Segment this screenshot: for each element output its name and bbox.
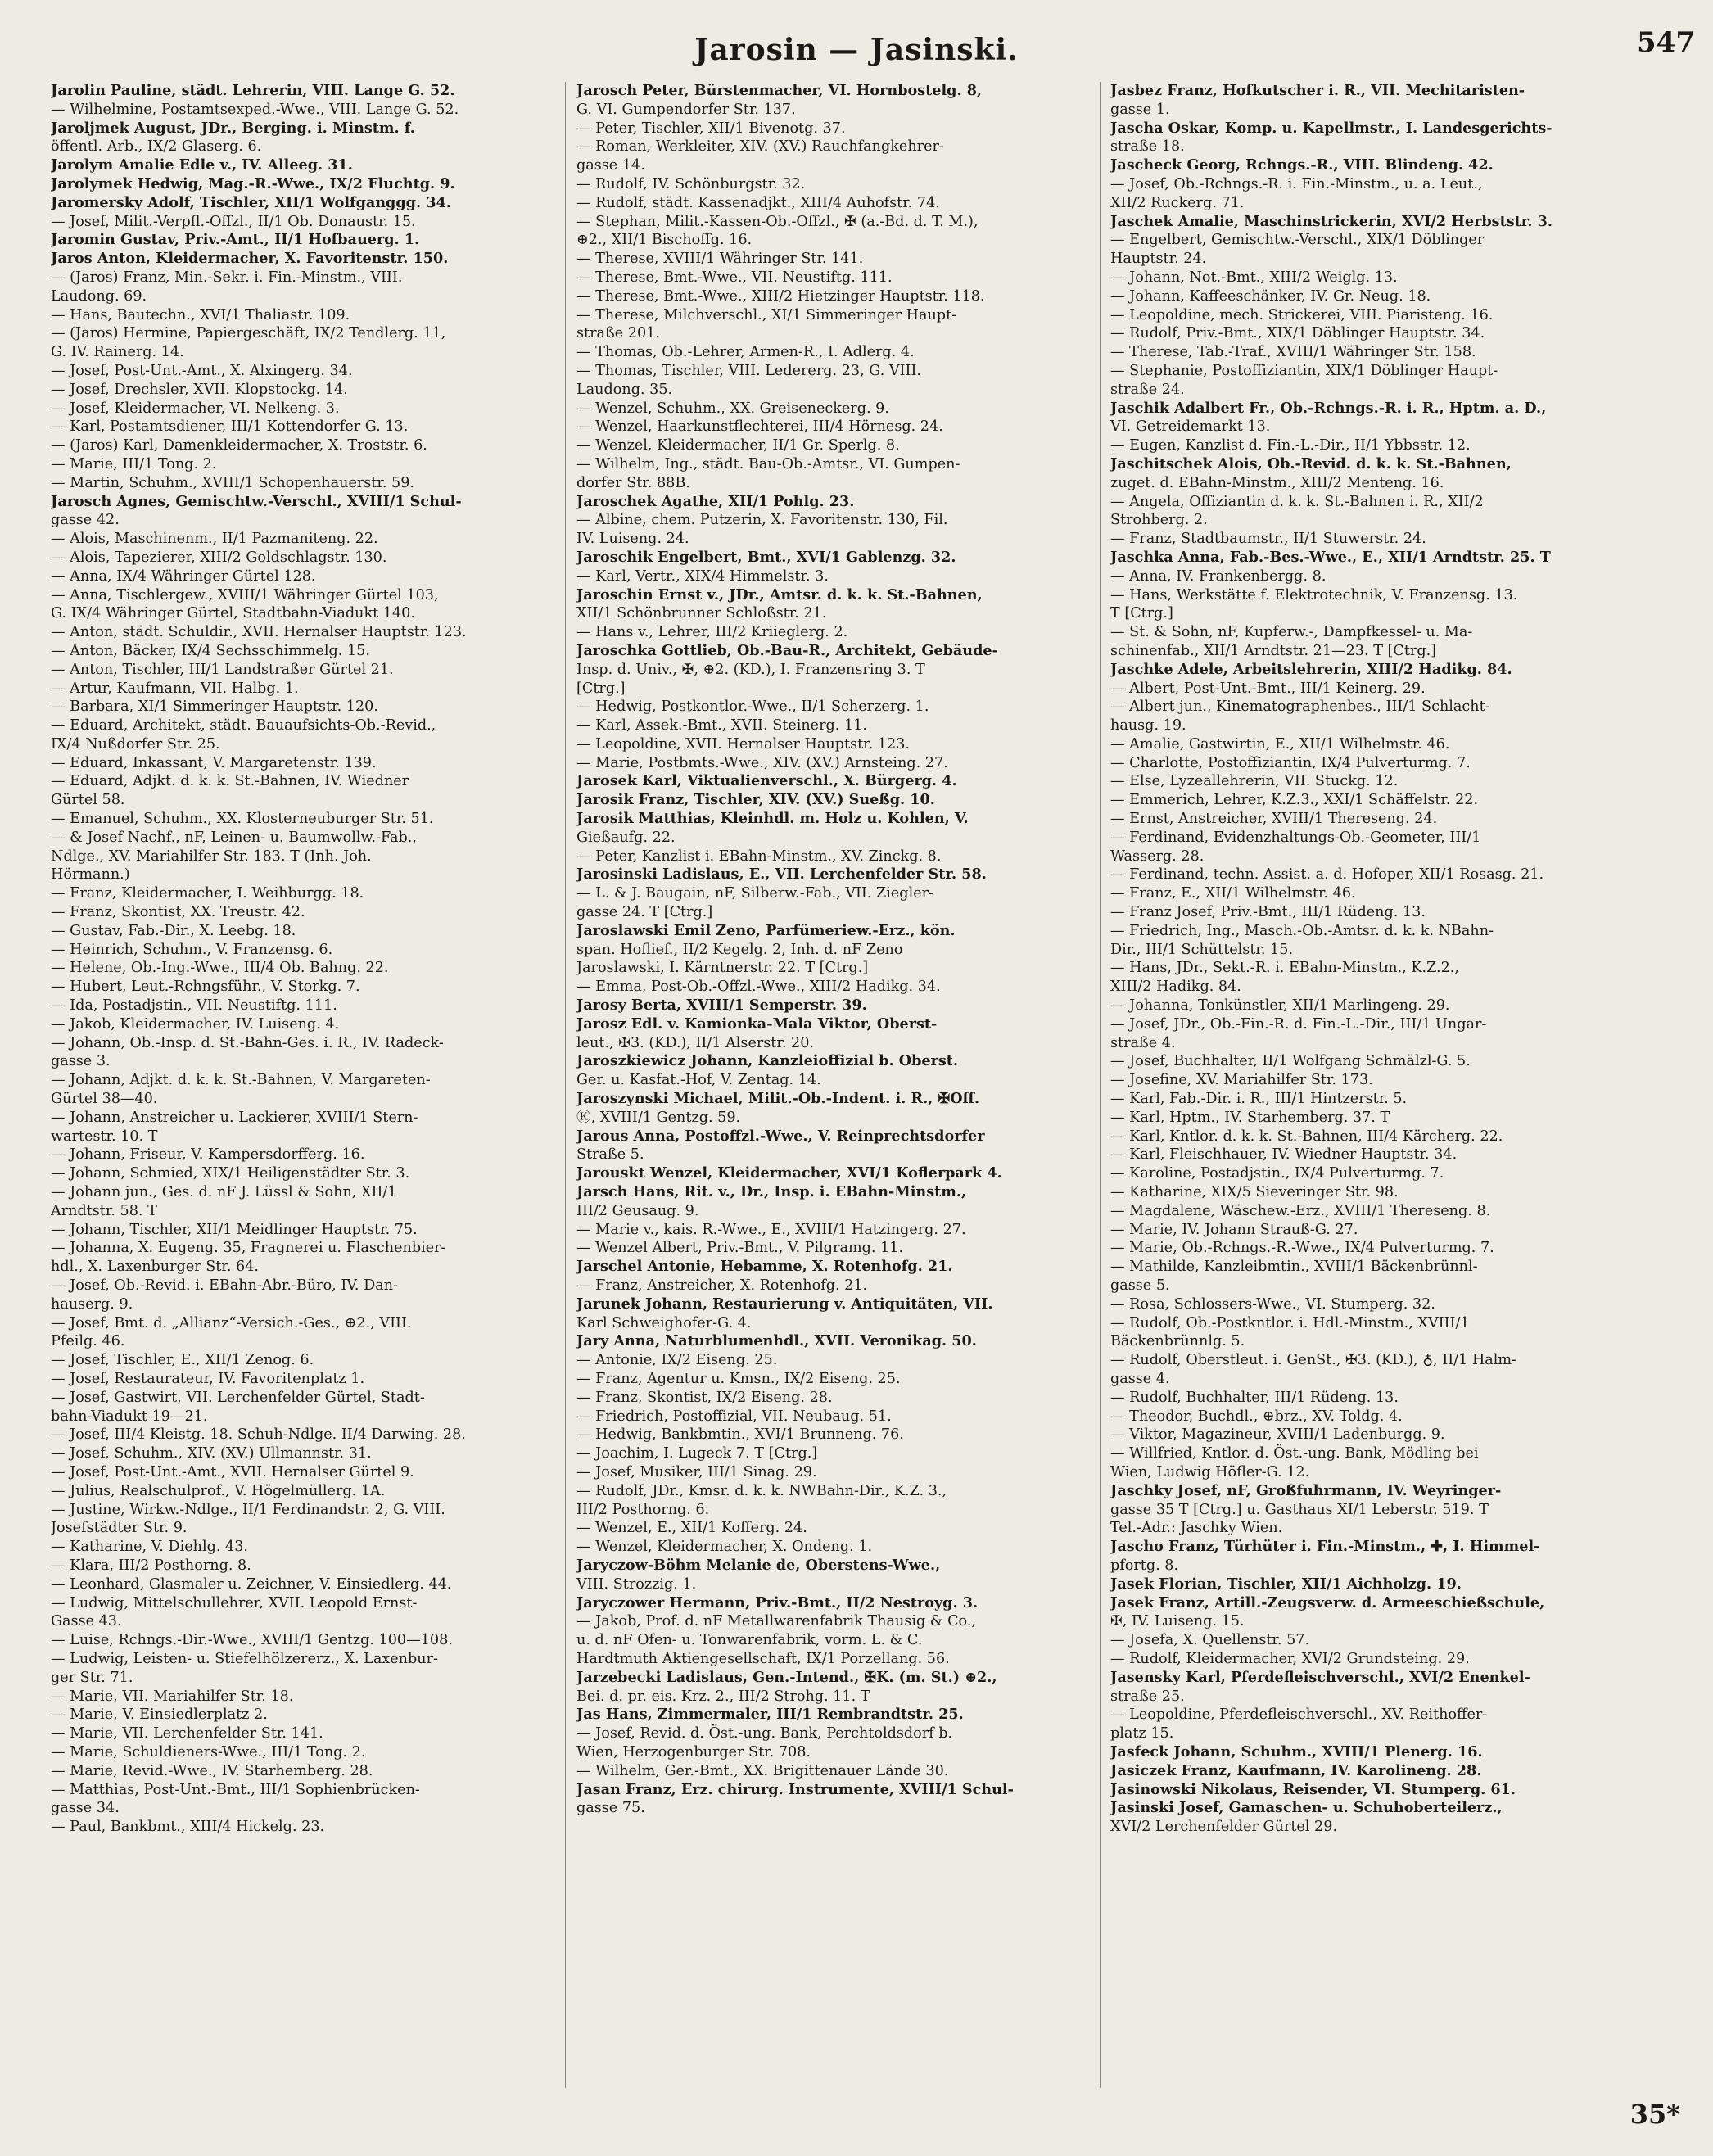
directory-entry-line: — Josef, Gastwirt, VII. Lerchenfelder Gürtel, Stadt-	[51, 1389, 425, 1406]
directory-entry-line: bahn-Viadukt 19—21.	[51, 1408, 208, 1425]
directory-entry-line: — Roman, Werkleiter, XIV. (XV.) Rauchfangkehrer-	[576, 138, 944, 156]
directory-entry-line: — Josef, JDr., Ob.-Fin.-R. d. Fin.-L.-Dir., III/1 Ungar-	[1110, 1015, 1487, 1033]
directory-entry-line: — Josef, Milit.-Verpfl.-Offzl., II/1 Ob. Donaustr. 15.	[51, 213, 416, 230]
directory-entry-line: — Therese, Bmt.-Wwe., VII. Neustiftg. 111.	[576, 269, 893, 286]
directory-entry-line: ✠, IV. Luiseng. 15.	[1110, 1613, 1245, 1630]
directory-entry-line: Gürtel 58.	[51, 792, 125, 809]
directory-entry-line: — Josef, Post-Unt.-Amt., X. Alxingerg. 34.	[51, 362, 353, 379]
directory-entry-line: — Josef, Bmt. d. „Allianz“-Versich.-Ges., ⊕2., VIII.	[51, 1314, 412, 1331]
directory-entry-line: — Karl, Postamtsdiener, III/1 Kottendorfer G. 13.	[51, 418, 409, 436]
directory-entry-head: Jarunek Johann, Restaurierung v. Antiquitäten, VII.	[576, 1295, 993, 1313]
directory-entry-head: Jasek Franz, Artill.-Zeugsverw. d. Armeeschießschule,	[1110, 1593, 1545, 1611]
directory-entry-line: Insp. d. Univ., ✠, ⊕2. (KD.), I. Franzensring 3. T	[576, 661, 925, 678]
directory-entry-head: Jarosinski Ladislaus, E., VII. Lerchenfelder Str. 58.	[576, 866, 987, 884]
directory-entry-line: span. Hoflief., II/2 Kegelg. 2, Inh. d. nF Zeno	[576, 941, 903, 958]
directory-entry-head: Jarzebecki Ladislaus, Gen.-Intend., ✠K. (m. St.) ⊕2.,	[576, 1668, 997, 1686]
directory-entry-line: — Friedrich, Postoffizial, VII. Neubaug. 51.	[576, 1408, 892, 1425]
directory-entry-line: straße 18.	[1110, 138, 1185, 156]
directory-entry-line: — (Jaros) Franz, Min.-Sekr. i. Fin.-Minstm., VIII.	[51, 269, 403, 286]
directory-entry-line: Hardtmuth Aktiengesellschaft, IX/1 Porzellang. 56.	[576, 1650, 950, 1667]
directory-entry-head: Jarosek Karl, Viktualienverschl., X. Bürgerg. 4.	[576, 772, 957, 790]
directory-entry-line: — Josef, Kleidermacher, VI. Nelkeng. 3.	[51, 400, 340, 417]
directory-entry-line: VI. Getreidemarkt 13.	[1110, 418, 1271, 436]
directory-entry-line: — Rudolf, Kleidermacher, XVI/2 Grundsteing. 29.	[1110, 1650, 1470, 1667]
directory-entry-line: — Josef, Drechsler, XVII. Klopstockg. 14.	[51, 381, 348, 398]
directory-entry-line: VIII. Strozzig. 1.	[576, 1575, 697, 1593]
directory-entry-line: — Karl, Fleischhauer, IV. Wiedner Hauptstr. 34.	[1110, 1146, 1458, 1164]
directory-entry-line: — Julius, Realschulprof., V. Högelmüllerg. 1A.	[51, 1482, 386, 1499]
directory-entry-head: Jaroljmek August, JDr., Berging. i. Minstm. f.	[51, 119, 415, 137]
directory-entry-line: — Justine, Wirkw.-Ndlge., II/1 Ferdinandstr. 2, G. VIII.	[51, 1501, 445, 1518]
directory-entry-head: Jasiczek Franz, Kaufmann, IV. Karolineng. 28.	[1110, 1761, 1482, 1779]
directory-entry-line: — Franz, Agentur u. Kmsn., IX/2 Eiseng. 25.	[576, 1370, 901, 1387]
column-divider	[565, 82, 566, 2088]
directory-entry-line: — Heinrich, Schuhm., V. Franzensg. 6.	[51, 941, 333, 958]
directory-entry-line: — Johann, Friseur, V. Kampersdorfferg. 16.	[51, 1146, 365, 1164]
directory-entry-line: — Emma, Post-Ob.-Offzl.-Wwe., XIII/2 Hadikg. 34.	[576, 979, 941, 996]
directory-entry-head: Jaschka Anna, Fab.-Bes.-Wwe., E., XII/1 Arndtstr. 25. T	[1110, 548, 1551, 566]
directory-entry-line: — Josef, Musiker, III/1 Sinag. 29.	[576, 1463, 817, 1480]
directory-entry-line: XII/1 Schönbrunner Schloßstr. 21.	[576, 605, 827, 622]
directory-entry-head: Jaschik Adalbert Fr., Ob.-Rchngs.-R. i. R., Hptm. a. D.,	[1110, 399, 1547, 417]
directory-entry-line: Jaroslawski, I. Kärntnerstr. 22. T [Ctrg.]	[576, 960, 869, 977]
directory-entry-line: — Therese, Milchverschl., XI/1 Simmeringer Haupt-	[576, 306, 957, 323]
directory-entry-line: — Amalie, Gastwirtin, E., XII/1 Wilhelmstr. 46.	[1110, 735, 1450, 753]
directory-entry-line: — St. & Sohn, nF, Kupferw.-, Dampfkessel- u. Ma-	[1110, 624, 1473, 641]
directory-entry-line: — Anna, Tischlergew., XVIII/1 Währinger Gürtel 103,	[51, 586, 439, 603]
directory-entry-line: — Peter, Tischler, XII/1 Bivenotg. 37.	[576, 120, 846, 137]
directory-entry-line: — Wenzel, Kleidermacher, X. Ondeng. 1.	[576, 1539, 873, 1556]
directory-entry-head: Jaryczow-Böhm Melanie de, Oberstens-Wwe.,	[576, 1556, 941, 1574]
directory-entry-line: — Ludwig, Leisten- u. Stiefelhölzererz., X. Laxenbur-	[51, 1650, 438, 1667]
directory-entry-line: — Rudolf, städt. Kassenadjkt., XIII/4 Auhofstr. 74.	[576, 194, 940, 211]
directory-entry-line: — (Jaros) Karl, Damenkleidermacher, X. Troststr. 6.	[51, 437, 427, 454]
directory-entry-line: — Karoline, Postadjstin., IX/4 Pulverturmg. 7.	[1110, 1165, 1444, 1182]
directory-entry-line: Karl Schweighofer-G. 4.	[576, 1314, 752, 1331]
directory-entry-line: — Eduard, Inkassant, V. Margaretenstr. 139.	[51, 754, 377, 771]
directory-entry-head: Jascho Franz, Türhüter i. Fin.-Minstm., ✚, I. Himmel-	[1110, 1538, 1540, 1556]
directory-entry-line: — Ernst, Anstreicher, XVIII/1 Thereseng. 24.	[1110, 811, 1438, 828]
directory-entry-line: — Theodor, Buchdl., ⊕brz., XV. Toldg. 4.	[1110, 1408, 1403, 1425]
directory-entry-line: — Therese, Tab.-Traf., XVIII/1 Währinger Str. 158.	[1110, 344, 1476, 361]
directory-entry-line: Pfeilg. 46.	[51, 1333, 125, 1350]
directory-entry-line: straße 24.	[1110, 381, 1185, 398]
directory-entry-line: — Karl, Assek.-Bmt., XVII. Steinerg. 11.	[576, 717, 867, 734]
directory-entry-line: — Johann, Tischler, XII/1 Meidlinger Hauptstr. 75.	[51, 1221, 418, 1238]
directory-entry-line: — Marie, VII. Lerchenfelder Str. 141.	[51, 1725, 323, 1742]
directory-entry-line: — Johanna, Tonkünstler, XII/1 Marlingeng. 29.	[1110, 997, 1450, 1015]
directory-entry-line: — Thomas, Ob.-Lehrer, Armen-R., I. Adlerg. 4.	[576, 344, 915, 361]
directory-entry-line: — Rosa, Schlossers-Wwe., VI. Stumperg. 32.	[1110, 1295, 1435, 1313]
directory-entry-line: — Friedrich, Ing., Masch.-Ob.-Amtsr. d. k. k. NBahn-	[1110, 922, 1494, 939]
directory-entry-line: — Johann, Ob.-Insp. d. St.-Bahn-Ges. i. R., IV. Radeck-	[51, 1034, 444, 1051]
directory-entry-line: dorfer Str. 88B.	[576, 474, 690, 491]
directory-entry-line: — Matthias, Post-Unt.-Bmt., III/1 Sophienbrücken-	[51, 1781, 420, 1798]
directory-entry-line: — Josef, Restaurateur, IV. Favoritenplatz 1.	[51, 1370, 365, 1387]
directory-entry-line: — Rudolf, IV. Schönburgstr. 32.	[576, 175, 806, 192]
directory-entry-line: — Franz, Kleidermacher, I. Weihburgg. 18.	[51, 885, 364, 902]
directory-entry-line: — Josef, III/4 Kleistg. 18. Schuh-Ndlge. II/4 Darwing. 28.	[51, 1426, 466, 1444]
directory-entry-line: Ndlge., XV. Mariahilfer Str. 183. T (Inh. Joh.	[51, 847, 372, 865]
directory-entry-head: Jaroschin Ernst v., JDr., Amtsr. d. k. k. St.-Bahnen,	[576, 585, 983, 603]
directory-entry-line: Wasserg. 28.	[1110, 847, 1205, 865]
directory-entry-line: — Eduard, Architekt, städt. Bauaufsichts-Ob.-Revid.,	[51, 717, 436, 734]
directory-entry-head: Jaschek Amalie, Maschinstrickerin, XVI/2 Herbststr. 3.	[1110, 212, 1553, 230]
directory-entry-line: gasse 14.	[576, 157, 645, 174]
directory-entry-line: — Marie, Ob.-Rchngs.-R.-Wwe., IX/4 Pulverturmg. 7.	[1110, 1240, 1494, 1257]
directory-entry-line: — Charlotte, Postoffiziantin, IX/4 Pulverturmg. 7.	[1110, 754, 1471, 771]
directory-entry-line: — Josefa, X. Quellenstr. 57.	[1110, 1632, 1310, 1649]
directory-entry-line: — Peter, Kanzlist i. EBahn-Minstm., XV. Zinckg. 8.	[576, 847, 942, 865]
directory-entry-line: — Franz, Skontist, IX/2 Eiseng. 28.	[576, 1389, 833, 1406]
directory-entry-line: — Johann, Schmied, XIX/1 Heiligenstädter Str. 3.	[51, 1165, 410, 1182]
directory-entry-line: — Barbara, XI/1 Simmeringer Hauptstr. 120.	[51, 698, 378, 716]
directory-entry-line: gasse 3.	[51, 1053, 111, 1070]
directory-entry-head: Jasinski Josef, Gamaschen- u. Schuhoberteilerz.,	[1110, 1799, 1503, 1817]
directory-entry-line: gasse 42.	[51, 512, 120, 529]
column-1	[51, 82, 554, 2096]
directory-entry-line: gasse 34.	[51, 1800, 120, 1817]
directory-entry-line: Gürtel 38—40.	[51, 1091, 158, 1108]
directory-entry-line: — Johanna, X. Eugeng. 35, Fragnerei u. Flaschenbier-	[51, 1240, 446, 1257]
directory-entry-line: Strohberg. 2.	[1110, 512, 1208, 529]
directory-entry-line: — Wenzel, Schuhm., XX. Greiseneckerg. 9.	[576, 400, 889, 417]
column-2	[576, 82, 1092, 2096]
directory-entry-line: — Emanuel, Schuhm., XX. Klosterneuburger Str. 51.	[51, 811, 434, 828]
directory-entry-head: Jaschky Josef, nF, Großfuhrmann, IV. Weyringer-	[1110, 1481, 1502, 1499]
directory-entry-line: — Marie v., kais. R.-Wwe., E., XVIII/1 Hatzingerg. 27.	[576, 1221, 966, 1238]
directory-entry-line: — Ida, Postadjstin., VII. Neustiftg. 111.	[51, 997, 337, 1015]
directory-entry-line: gasse 4.	[1110, 1370, 1170, 1387]
directory-entry-line: — Albert jun., Kinematographenbes., III/1 Schlacht-	[1110, 698, 1490, 716]
directory-entry-line: — Josef, Revid. d. Öst.-ung. Bank, Perchtoldsdorf b.	[576, 1725, 953, 1742]
directory-entry-head: Jasan Franz, Erz. chirurg. Instrumente, XVIII/1 Schul-	[576, 1780, 1014, 1798]
directory-entry-line: — Albert, Post-Unt.-Bmt., III/1 Keinerg. 29.	[1110, 680, 1426, 697]
directory-entry-line: Hörmann.)	[51, 866, 130, 884]
directory-entry-head: Jarschel Antonie, Hebamme, X. Rotenhofg. 21.	[576, 1258, 953, 1276]
directory-entry-line: — Johann jun., Ges. d. nF J. Lüssl & Sohn, XII/1	[51, 1184, 397, 1201]
directory-entry-head: Jarosch Agnes, Gemischtw.-Verschl., XVIII/1 Schul-	[51, 492, 462, 510]
directory-entry-line: schinenfab., XII/1 Arndtstr. 21—23. T [Ctrg.]	[1110, 642, 1437, 659]
directory-entry-head: Jaroszkiewicz Johann, Kanzleioffizial b. Oberst.	[576, 1052, 959, 1070]
directory-entry-line: — Wenzel, E., XII/1 Kofferg. 24.	[576, 1520, 807, 1537]
directory-entry-line: Ger. u. Kasfat.-Hof, V. Zentag. 14.	[576, 1072, 821, 1089]
directory-entry-line: gasse 75.	[576, 1800, 645, 1817]
directory-entry-line: u. d. nF Ofen- u. Tonwarenfabrik, vorm. L. & C.	[576, 1632, 923, 1649]
directory-entry-line: — Johann, Adjkt. d. k. k. St.-Bahnen, V. Margareten-	[51, 1072, 431, 1089]
directory-entry-line: — Hubert, Leut.-Rchngsführ., V. Storkg. 7.	[51, 979, 360, 996]
directory-entry-line: — Willfried, Kntlor. d. Öst.-ung. Bank, Mödling bei	[1110, 1445, 1479, 1462]
directory-entry-head: Jarous Anna, Postoffzl.-Wwe., V. Reinprechtsdorfer	[576, 1127, 985, 1145]
directory-entry-line: — Karl, Hptm., IV. Starhemberg. 37. T	[1110, 1109, 1390, 1126]
directory-entry-line: IV. Luiseng. 24.	[576, 531, 689, 548]
directory-entry-line: — Albine, chem. Putzerin, X. Favoritenstr. 130, Fil.	[576, 512, 948, 529]
directory-entry-line: — Else, Lyzeallehrerin, VII. Stuckg. 12.	[1110, 773, 1399, 790]
directory-entry-line: — Josefine, XV. Mariahilfer Str. 173.	[1110, 1072, 1373, 1089]
directory-entry-line: — Stephan, Milit.-Kassen-Ob.-Offzl., ✠ (a.-Bd. d. T. M.),	[576, 213, 979, 230]
directory-entry-line: — Antonie, IX/2 Eiseng. 25.	[576, 1352, 778, 1369]
directory-entry-line: — Josef, Ob.-Rchngs.-R. i. Fin.-Minstm., u. a. Leut.,	[1110, 175, 1483, 192]
directory-entry-line: Wien, Herzogenburger Str. 708.	[576, 1743, 811, 1761]
directory-entry-head: Jaros Anton, Kleidermacher, X. Favoritenstr. 150.	[51, 250, 449, 268]
directory-entry-line: G. IX/4 Währinger Gürtel, Stadtbahn-Viadukt 140.	[51, 605, 415, 622]
directory-entry-line: — Karl, Fab.-Dir. i. R., III/1 Hintzerstr. 5.	[1110, 1091, 1408, 1108]
directory-entry-line: — Johann, Kaffeeschänker, IV. Gr. Neug. 18.	[1110, 287, 1431, 305]
directory-entry-line: — Leopoldine, mech. Strickerei, VIII. Piaristeng. 16.	[1110, 306, 1494, 323]
directory-entry-line: — Josef, Ob.-Revid. i. EBahn-Abr.-Büro, IV. Dan-	[51, 1277, 398, 1294]
directory-entry-line: — Franz Josef, Priv.-Bmt., III/1 Rüdeng. 13.	[1110, 904, 1426, 921]
directory-entry-line: — Emmerich, Lehrer, K.Z.3., XXI/1 Schäffelstr. 22.	[1110, 792, 1479, 809]
directory-entry-head: Jarosik Franz, Tischler, XIV. (XV.) Sueßg. 10.	[576, 791, 935, 809]
directory-entry-line: — Artur, Kaufmann, VII. Halbg. 1.	[51, 680, 299, 697]
directory-entry-line: G. IV. Rainerg. 14.	[51, 344, 184, 361]
directory-entry-head: Jarosch Peter, Bürstenmacher, VI. Hornbostelg. 8,	[576, 82, 983, 99]
directory-entry-line: — Marie, V. Einsiedlerplatz 2.	[51, 1706, 268, 1724]
directory-entry-line: — Rudolf, Priv.-Bmt., XIX/1 Döblinger Hauptstr. 34.	[1110, 325, 1485, 342]
directory-entry-line: Dir., III/1 Schüttelstr. 15.	[1110, 941, 1294, 958]
directory-entry-line: — Jakob, Kleidermacher, IV. Luiseng. 4.	[51, 1015, 340, 1033]
directory-entry-line: III/2 Posthorng. 6.	[576, 1501, 710, 1518]
directory-entry-line: — Anna, IV. Frankenbergg. 8.	[1110, 567, 1327, 585]
directory-entry-line: — (Jaros) Hermine, Papiergeschäft, IX/2 Tendlerg. 11,	[51, 325, 446, 342]
directory-entry-line: — Karl, Kntlor. d. k. k. St.-Bahnen, III/4 Kärcherg. 22.	[1110, 1128, 1503, 1145]
directory-entry-line: XII/2 Ruckerg. 71.	[1110, 194, 1245, 211]
directory-entry-line: — Ferdinand, Evidenzhaltungs-Ob.-Geometer, III/1	[1110, 829, 1481, 846]
directory-entry-line: — Ferdinand, techn. Assist. a. d. Hofoper, XII/1 Rosasg. 21.	[1110, 866, 1544, 884]
directory-entry-line: — Marie, VII. Mariahilfer Str. 18.	[51, 1688, 294, 1705]
directory-entry-line: — Franz, E., XII/1 Wilhelmstr. 46.	[1110, 885, 1356, 902]
directory-entry-line: — Viktor, Magazineur, XVIII/1 Ladenburgg. 9.	[1110, 1426, 1445, 1444]
directory-entry-line: — Paul, Bankbmt., XIII/4 Hickelg. 23.	[51, 1819, 325, 1836]
directory-entry-head: Jaroschik Engelbert, Bmt., XVI/1 Gablenzg. 32.	[576, 548, 956, 566]
directory-entry-line: — Marie, Schuldieners-Wwe., III/1 Tong. 2.	[51, 1743, 366, 1761]
directory-entry-head: Jarolym Amalie Edle v., IV. Alleeg. 31.	[51, 156, 353, 174]
directory-entry-head: Jaromin Gustav, Priv.-Amt., II/1 Hofbauerg. 1.	[51, 231, 420, 249]
directory-entry-line: — Josef, Schuhm., XIV. (XV.) Ullmannstr. 31.	[51, 1445, 372, 1462]
directory-entry-line: straße 25.	[1110, 1688, 1185, 1705]
directory-entry-line: — Johann, Not.-Bmt., XIII/2 Weiglg. 13.	[1110, 269, 1398, 286]
directory-entry-line: Hauptstr. 24.	[1110, 251, 1207, 268]
directory-entry-line: — Josef, Post-Unt.-Amt., XVII. Hernalser Gürtel 9.	[51, 1463, 414, 1480]
directory-entry-head: Jarosz Edl. v. Kamionka-Mala Viktor, Oberst-	[576, 1015, 938, 1033]
directory-entry-line: — Franz, Stadtbaumstr., II/1 Stuwerstr. 24.	[1110, 531, 1426, 548]
directory-entry-line: — Leonhard, Glasmaler u. Zeichner, V. Einsiedlerg. 44.	[51, 1575, 452, 1593]
directory-entry-line: ⊕2., XII/1 Bischoffg. 16.	[576, 232, 753, 249]
page-number: 547	[1637, 26, 1695, 59]
directory-entry-line: — Katharine, V. Diehlg. 43.	[51, 1539, 249, 1556]
running-title: Jarosin — Jasinski.	[694, 33, 1019, 67]
directory-entry-line: straße 4.	[1110, 1034, 1176, 1051]
directory-entry-head: Jaschitschek Alois, Ob.-Revid. d. k. k. St.-Bahnen,	[1110, 454, 1512, 472]
directory-entry-line: — Gustav, Fab.-Dir., X. Leebg. 18.	[51, 922, 296, 939]
directory-entry-line: — Rudolf, Buchhalter, III/1 Rüdeng. 13.	[1110, 1389, 1399, 1406]
directory-entry-line: — Hans v., Lehrer, III/2 Kriieglerg. 2.	[576, 624, 848, 641]
directory-entry-line: — Alois, Maschinenm., II/1 Pazmaniteng. 22.	[51, 531, 378, 548]
directory-entry-line: XIII/2 Hadikg. 84.	[1110, 979, 1241, 996]
directory-entry-line: ger Str. 71.	[51, 1669, 133, 1686]
directory-entry-line: — Klara, III/2 Posthorng. 8.	[51, 1557, 251, 1574]
directory-entry-line: — Hedwig, Bankbmtin., XVI/1 Brunneng. 76.	[576, 1426, 904, 1444]
directory-entry-line: — & Josef Nachf., nF, Leinen- u. Baumwollw.-Fab.,	[51, 829, 417, 846]
directory-entry-line: Bäckenbrünnlg. 5.	[1110, 1333, 1245, 1350]
directory-entry-line: — Marie, IV. Johann Strauß-G. 27.	[1110, 1221, 1358, 1238]
directory-entry-head: Jaroschka Gottlieb, Ob.-Bau-R., Architekt, Gebäude-	[576, 641, 998, 659]
directory-entry-line: — Anton, Tischler, III/1 Landstraßer Gürtel 21.	[51, 661, 394, 678]
directory-entry-line: — Wilhelm, Ing., städt. Bau-Ob.-Amtsr., VI. Gumpen-	[576, 455, 960, 472]
directory-entry-line: — Josef, Buchhalter, II/1 Wolfgang Schmälzl-G. 5.	[1110, 1053, 1471, 1070]
directory-entry-line: Gießaufg. 22.	[576, 829, 676, 846]
directory-entry-line: — Ludwig, Mittelschullehrer, XVII. Leopold Ernst-	[51, 1594, 418, 1611]
directory-entry-line: — Luise, Rchngs.-Dir.-Wwe., XVIII/1 Gentzg. 100—108.	[51, 1632, 453, 1649]
directory-entry-line: — Thomas, Tischler, VIII. Ledererg. 23, G. VIII.	[576, 362, 922, 379]
directory-entry-head: Jasinowski Nikolaus, Reisender, VI. Stumperg. 61.	[1110, 1780, 1516, 1798]
directory-entry-line: leut., ✠3. (KD.), II/1 Alserstr. 20.	[576, 1034, 815, 1051]
directory-entry-line: — Hedwig, Postkontlor.-Wwe., II/1 Scherzerg. 1.	[576, 698, 929, 716]
directory-entry-line: — Magdalene, Wäschew.-Erz., XVIII/1 Thereseng. 8.	[1110, 1202, 1491, 1219]
directory-entry-head: Jarosik Matthias, Kleinhdl. m. Holz u. Kohlen, V.	[576, 810, 969, 828]
directory-entry-head: Jarolin Pauline, städt. Lehrerin, VIII. Lange G. 52.	[51, 82, 455, 99]
directory-entry-line: Bei. d. pr. eis. Krz. 2., III/2 Strohg. 11. T	[576, 1688, 870, 1705]
directory-entry-line: Tel.-Adr.: Jaschky Wien.	[1110, 1520, 1283, 1537]
directory-entry-line: — Anton, Bäcker, IX/4 Sechsschimmelg. 15.	[51, 642, 370, 659]
directory-entry-line: IX/4 Nußdorfer Str. 25.	[51, 735, 220, 753]
directory-entry-line: — Johann, Anstreicher u. Lackierer, XVIII/1 Stern-	[51, 1109, 418, 1126]
directory-entry-head: Jascheck Georg, Rchngs.-R., VIII. Blindeng. 42.	[1110, 156, 1494, 174]
directory-entry-line: [Ctrg.]	[576, 680, 626, 697]
directory-entry-line: — Therese, XVIII/1 Währinger Str. 141.	[576, 251, 864, 268]
directory-entry-line: — Stephanie, Postoffiziantin, XIX/1 Döblinger Haupt-	[1110, 362, 1498, 379]
directory-entry-head: Jasek Florian, Tischler, XII/1 Aichholzg. 19.	[1110, 1575, 1462, 1593]
directory-entry-line: — Alois, Tapezierer, XIII/2 Goldschlagstr. 130.	[51, 549, 387, 566]
directory-entry-line: wartestr. 10. T	[51, 1128, 158, 1145]
directory-entry-line: — Helene, Ob.-Ing.-Wwe., III/4 Ob. Bahng. 22.	[51, 960, 389, 977]
directory-entry-head: Jarsch Hans, Rit. v., Dr., Insp. i. EBahn-Minstm.,	[576, 1183, 967, 1201]
directory-entry-line: zuget. d. EBahn-Minstm., XIII/2 Menteng. 16.	[1110, 474, 1444, 491]
directory-entry-head: Jarosy Berta, XVIII/1 Semperstr. 39.	[576, 997, 867, 1015]
directory-entry-line: gasse 1.	[1110, 101, 1170, 118]
directory-entry-line: — Marie, Revid.-Wwe., IV. Starhemberg. 28.	[51, 1762, 373, 1779]
directory-entry-line: — Marie, Postbmts.-Wwe., XIV. (XV.) Arnsteing. 27.	[576, 754, 948, 771]
directory-entry-line: — Eduard, Adjkt. d. k. k. St.-Bahnen, IV. Wiedner	[51, 773, 409, 790]
directory-entry-line: — Leopoldine, XVII. Hernalser Hauptstr. 123.	[576, 735, 910, 753]
directory-entry-line: Josefstädter Str. 9.	[51, 1520, 188, 1537]
directory-entry-line: gasse 24. T [Ctrg.]	[576, 904, 713, 921]
directory-entry-line: — Marie, III/1 Tong. 2.	[51, 455, 217, 472]
directory-entry-line: — Hans, Werkstätte f. Elektrotechnik, V. Franzensg. 13.	[1110, 586, 1518, 603]
directory-entry-line: gasse 5.	[1110, 1277, 1170, 1294]
directory-entry-line: hauserg. 9.	[51, 1295, 133, 1313]
directory-entry-line: — Wenzel, Kleidermacher, II/1 Gr. Sperlg. 8.	[576, 437, 900, 454]
directory-entry-line: — Franz, Anstreicher, X. Rotenhofg. 21.	[576, 1277, 868, 1294]
directory-entry-line: straße 201.	[576, 325, 660, 342]
signature-mark: 35*	[1629, 2099, 1680, 2130]
directory-entry-line: — Wilhelmine, Postamtsexped.-Wwe., VIII. Lange G. 52.	[51, 101, 459, 118]
page-header	[0, 26, 1713, 82]
directory-entry-line: Ⓚ, XVIII/1 Gentzg. 59.	[576, 1109, 741, 1126]
directory-entry-head: Jaromersky Adolf, Tischler, XII/1 Wolfganggg. 34.	[51, 193, 451, 211]
directory-entry-line: Laudong. 69.	[51, 287, 147, 305]
directory-entry-line: III/2 Geusaug. 9.	[576, 1202, 699, 1219]
directory-entry-line: Arndtstr. 58. T	[51, 1202, 157, 1219]
directory-entry-head: Jasfeck Johann, Schuhm., XVIII/1 Plenerg. 16.	[1110, 1742, 1483, 1761]
directory-entry-head: Jas Hans, Zimmermaler, III/1 Rembrandtstr. 25.	[576, 1706, 964, 1724]
directory-entry-head: Jasbez Franz, Hofkutscher i. R., VII. Mechitaristen-	[1110, 82, 1525, 99]
directory-entry-line: — Joachim, I. Lugeck 7. T [Ctrg.]	[576, 1445, 818, 1462]
directory-entry-line: — Josef, Tischler, E., XII/1 Zenog. 6.	[51, 1352, 314, 1369]
directory-entry-line: Laudong. 35.	[576, 381, 673, 398]
directory-entry-line: — Wilhelm, Ger.-Bmt., XX. Brigittenauer Lände 30.	[576, 1762, 949, 1779]
directory-entry-line: G. VI. Gumpendorfer Str. 137.	[576, 101, 796, 118]
directory-entry-line: platz 15.	[1110, 1725, 1174, 1742]
directory-entry-line: Gasse 43.	[51, 1613, 122, 1630]
directory-entry-line: — Franz, Skontist, XX. Treustr. 42.	[51, 904, 305, 921]
directory-entry-head: Jaschke Adele, Arbeitslehrerin, XIII/2 Hadikg. 84.	[1110, 660, 1512, 678]
directory-entry-head: Jaroslawski Emil Zeno, Parfümeriew.-Erz., kön.	[576, 921, 956, 939]
directory-entry-line: T [Ctrg.]	[1110, 605, 1173, 622]
directory-entry-line: — Rudolf, Ob.-Postkntlor. i. Hdl.-Minstm., XVIII/1	[1110, 1314, 1470, 1331]
directory-entry-head: Jascha Oskar, Komp. u. Kapellmstr., I. Landesgerichts-	[1110, 119, 1553, 137]
directory-entry-line: — Wenzel, Haarkunstflechterei, III/4 Hörnesg. 24.	[576, 418, 943, 436]
directory-entry-line: — Anna, IX/4 Währinger Gürtel 128.	[51, 567, 316, 585]
directory-entry-line: hausg. 19.	[1110, 717, 1186, 734]
directory-entry-line: — Martin, Schuhm., XVIII/1 Schopenhauerstr. 59.	[51, 474, 415, 491]
directory-entry-line: — Anton, städt. Schuldir., XVII. Hernalser Hauptstr. 123.	[51, 624, 467, 641]
directory-entry-line: — Mathilde, Kanzleibmtin., XVIII/1 Bäckenbrünnl-	[1110, 1259, 1478, 1276]
directory-entry-line: pfortg. 8.	[1110, 1557, 1179, 1574]
directory-entry-line: — Karl, Vertr., XIX/4 Himmelstr. 3.	[576, 567, 829, 585]
directory-entry-head: Jaroschek Agathe, XII/1 Pohlg. 23.	[576, 492, 855, 510]
directory-entry-head: Jaryczower Hermann, Priv.-Bmt., II/2 Nestroyg. 3.	[576, 1593, 979, 1611]
directory-entry-line: — L. & J. Baugain, nF, Silberw.-Fab., VII. Ziegler-	[576, 885, 933, 902]
directory-entry-line: — Hans, Bautechn., XVI/1 Thaliastr. 109.	[51, 306, 350, 323]
directory-entry-line: — Leopoldine, Pferdefleischverschl., XV. Reithoffer-	[1110, 1706, 1488, 1724]
directory-entry-line: gasse 35 T [Ctrg.] u. Gasthaus XI/1 Leberstr. 519. T	[1110, 1501, 1489, 1518]
directory-entry-line: Wien, Ludwig Höfler-G. 12.	[1110, 1463, 1310, 1480]
directory-entry-head: Jary Anna, Naturblumenhdl., XVII. Veronikag. 50.	[576, 1332, 977, 1350]
directory-entry-line: öffentl. Arb., IX/2 Glaserg. 6.	[51, 138, 262, 156]
column-3	[1110, 82, 1675, 2096]
directory-entry-line: — Hans, JDr., Sekt.-R. i. EBahn-Minstm., K.Z.2.,	[1110, 960, 1459, 977]
directory-entry-line: — Katharine, XIX/5 Sieveringer Str. 98.	[1110, 1184, 1399, 1201]
directory-entry-line: — Wenzel Albert, Priv.-Bmt., V. Pilgramg. 11.	[576, 1240, 904, 1257]
directory-entry-line: — Eugen, Kanzlist d. Fin.-L.-Dir., II/1 Ybbsstr. 12.	[1110, 437, 1471, 454]
directory-entry-line: Straße 5.	[576, 1146, 644, 1164]
directory-entry-line: — Engelbert, Gemischtw.-Verschl., XIX/1 Döblinger	[1110, 232, 1485, 249]
directory-entry-head: Jasensky Karl, Pferdefleischverschl., XVI/2 Enenkel-	[1110, 1668, 1530, 1686]
directory-entry-line: XVI/2 Lerchenfelder Gürtel 29.	[1110, 1819, 1338, 1836]
directory-entry-head: Jaroszynski Michael, Milit.-Ob.-Indent. i. R., ✠Off.	[576, 1090, 980, 1108]
directory-entry-head: Jarouskt Wenzel, Kleidermacher, XVI/1 Koflerpark 4.	[576, 1164, 1002, 1182]
directory-entry-line: — Rudolf, Oberstleut. i. GenSt., ✠3. (KD.), ♁, II/1 Halm-	[1110, 1352, 1517, 1369]
directory-entry-line: hdl., X. Laxenburger Str. 64.	[51, 1259, 259, 1276]
directory-entry-line: — Therese, Bmt.-Wwe., XIII/2 Hietzinger Hauptstr. 118.	[576, 287, 985, 305]
directory-entry-line: — Angela, Offiziantin d. k. k. St.-Bahnen i. R., XII/2	[1110, 493, 1484, 510]
column-divider	[1100, 82, 1101, 2088]
directory-entry-head: Jarolymek Hedwig, Mag.-R.-Wwe., IX/2 Fluchtg. 9.	[51, 174, 455, 192]
directory-entry-line: — Rudolf, JDr., Kmsr. d. k. k. NWBahn-Dir., K.Z. 3.,	[576, 1482, 947, 1499]
directory-entry-line: — Jakob, Prof. d. nF Metallwarenfabrik Thausig & Co.,	[576, 1613, 976, 1630]
